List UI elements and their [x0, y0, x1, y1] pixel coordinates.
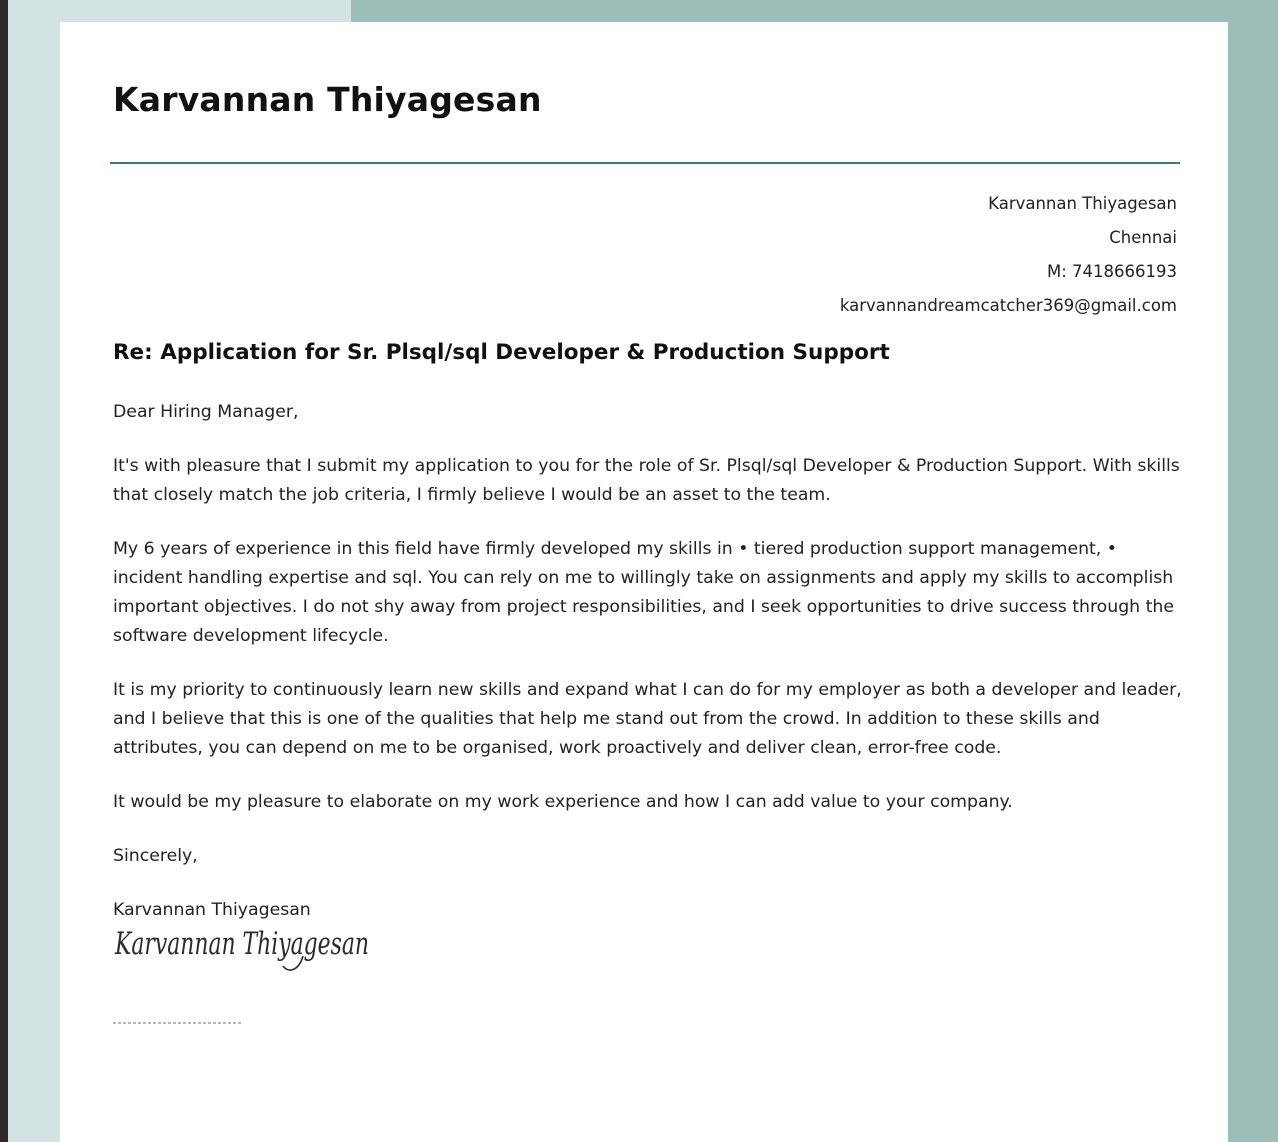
window-edge [0, 0, 8, 1142]
document-page [60, 22, 1228, 1142]
paragraph-1: It's with pleasure that I submit my application to you for the role of Sr. Plsql/sql Developer & Production Support. With skills that closely match the job criteria, I firmly believe I would be an asset to the team. [113, 456, 1180, 505]
contact-city: Chennai [1109, 228, 1177, 247]
salutation: Dear Hiring Manager, [113, 402, 299, 422]
footer-fine-print [113, 1022, 241, 1024]
paragraph-4: It would be my pleasure to elaborate on my work experience and how I can add value to your company. [113, 792, 1013, 812]
contact-phone: M: 7418666193 [1046, 262, 1177, 281]
paragraph-3: It is my priority to continuously learn new skills and expand what I can do for my employer as both a developer and leader, and I believe that this is one of the qualities that help me stand out from the crowd. In addition to these skills and attributes, you can depend on me to be organised, work proactively and deliver clean, error-free code. [113, 680, 1182, 758]
signature-text: Karvannan Thiyagesan [114, 926, 370, 962]
valediction: Sincerely, [113, 846, 198, 866]
paragraph-2: My 6 years of experience in this field have firmly developed my skills in • tiered production support management, • incident handling expertise and sql. You can rely on me to willingly take on assignments and apply my skills to accomplish important objectives. I do not shy away from project responsibilities, and I seek opportunities to drive success through the software development lifecycle. [113, 539, 1174, 646]
contact-name: Karvannan Thiyagesan [988, 194, 1177, 213]
closing-name: Karvannan Thiyagesan [113, 900, 311, 920]
subject-line: Re: Application for Sr. Plsql/sql Developer & Production Support [113, 340, 890, 365]
signature-image [113, 916, 413, 980]
header-divider [110, 162, 1180, 164]
letter-body [113, 398, 1183, 950]
contact-block [840, 187, 1177, 323]
contact-email: karvannandreamcatcher369@gmail.com [839, 296, 1177, 315]
page-title: Karvannan Thiyagesan [113, 80, 542, 119]
